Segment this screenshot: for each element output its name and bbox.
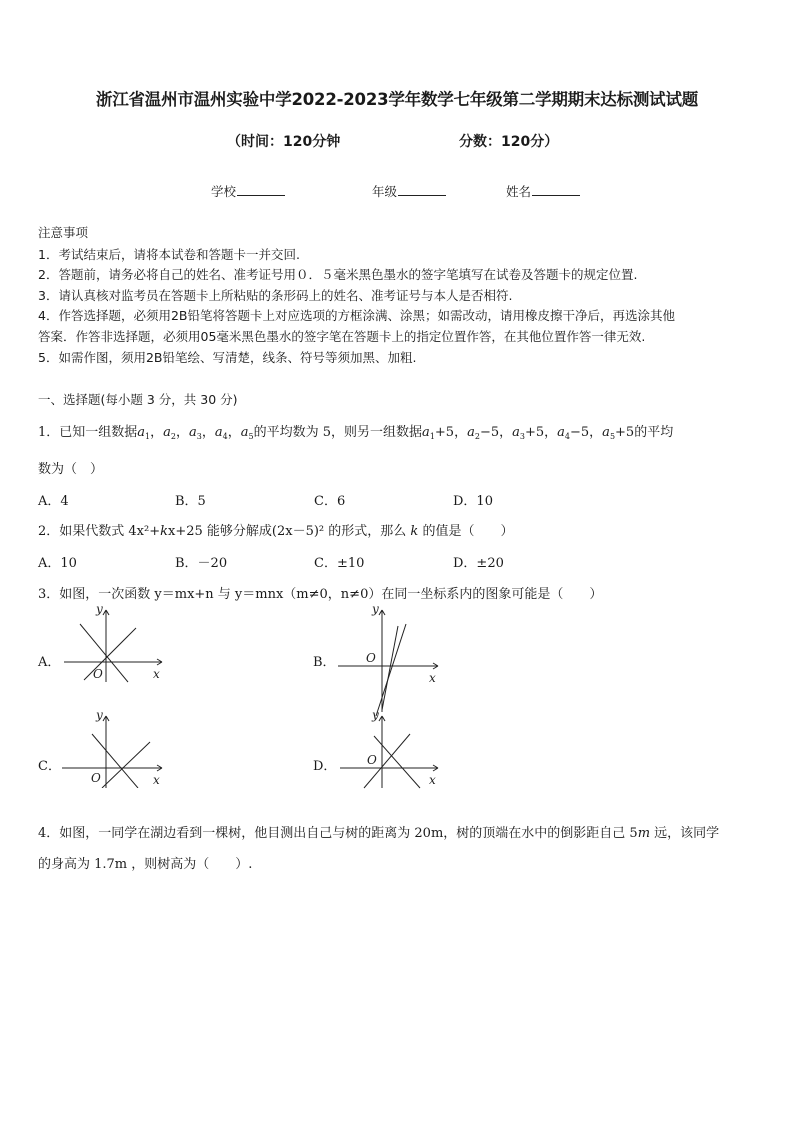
graph-d: [334, 708, 444, 790]
q2-mid: x+25 能够分解成(2x－5)² 的形式，那么: [168, 524, 407, 539]
graph-c: [58, 708, 168, 788]
name-field[interactable]: [506, 182, 580, 200]
school-blank[interactable]: [237, 183, 285, 196]
exam-title: 浙江省温州市温州实验中学2022-2023学年数学七年级第二学期期末达标测试试题: [95, 90, 699, 109]
grade-blank[interactable]: [398, 183, 446, 196]
q1-line2: 数为（ ）: [38, 462, 104, 477]
origin-label: O: [93, 667, 103, 681]
q4-line1-unit: m: [637, 826, 651, 841]
note-3: 3．请认真核对监考员在答题卡上所粘贴的条形码上的姓名、准考证号与本人是否相符.: [38, 288, 513, 303]
axis-x-label: x: [153, 667, 160, 681]
line-1: [376, 624, 406, 716]
axis-x-label: x: [153, 773, 160, 787]
q2-tail: 的值是（ ）: [422, 524, 514, 539]
q3-option-a[interactable]: A．: [38, 655, 61, 670]
axis-y-label: y: [372, 708, 379, 722]
origin-label: O: [367, 753, 377, 767]
grade-field[interactable]: [372, 182, 446, 200]
name-blank[interactable]: [532, 183, 580, 196]
question-4: [38, 822, 719, 841]
question-1: 1．已知一组数据$a_1$，$a_2$，$a_3$，$a_4$，$a_5$的平均数为 5，则另一组数据$a_1+5$，$a_2-5$，$a_3+5$，$a_4-5$，$a_5+5$的平均: [38, 425, 674, 441]
axis-x-label: x: [429, 773, 436, 787]
school-label: 学校: [211, 184, 237, 199]
graph-b: [332, 604, 442, 719]
note-5: 5．如需作图，须用2B铅笔绘、写清楚，线条、符号等须加黑、加粗.: [38, 350, 417, 365]
q1-option-a[interactable]: A．4: [38, 494, 69, 509]
q3-option-b[interactable]: B．: [313, 655, 336, 670]
q2-k1: k: [160, 524, 169, 539]
school-field[interactable]: [211, 182, 285, 200]
q2-option-c[interactable]: C．±10: [314, 556, 365, 571]
line-2: [102, 742, 150, 788]
q2-lead: 2．如果代数式 4x²+: [38, 524, 161, 539]
line-1: [80, 624, 128, 682]
q2-option-d[interactable]: D．±20: [453, 556, 504, 571]
q3-option-d[interactable]: D．: [313, 759, 337, 774]
exam-time: （时间：120分钟: [227, 134, 341, 150]
grade-label: 年级: [372, 184, 398, 199]
note-2: 2．答题前，请务必将自己的姓名、准考证号用０．５毫米黑色墨水的签字笔填写在试卷及答题卡的规定位置.: [38, 267, 638, 282]
axis-y-label: y: [96, 708, 103, 722]
graph-a: [58, 604, 168, 684]
line-2: [84, 628, 136, 680]
q1-option-b[interactable]: B．5: [175, 494, 206, 509]
q1-lead: 1．已知一组数据: [38, 425, 138, 440]
question-3: 3．如图，一次函数 y＝mx+n 与 y＝mnx（m≠0，n≠0）在同一坐标系内的图象可能是（ ）: [38, 587, 603, 602]
q4-line2: 的身高为 1.7m ，则树高为（ ）.: [38, 857, 253, 872]
origin-label: O: [366, 651, 376, 665]
q2-k2: k: [410, 524, 419, 539]
origin-label: O: [91, 771, 101, 785]
q4-line1-b: 远，该同学: [650, 826, 720, 841]
q1-mid: 的平均数为 5，则另一组数据: [253, 425, 423, 440]
note-1: 1．考试结束后，请将本试卷和答题卡一并交回.: [38, 247, 300, 262]
q1-option-d[interactable]: D．10: [453, 494, 493, 509]
section-heading: 一、选择题(每小题 3 分，共 30 分): [38, 392, 238, 407]
name-label: 姓名: [506, 184, 532, 199]
q3-option-c[interactable]: C．: [38, 759, 61, 774]
q2-option-b[interactable]: B．－20: [175, 556, 228, 571]
q4-line1-a: 4．如图，一同学在湖边看到一棵树，他目测出自己与树的距离为 20m，树的顶端在水中的倒影距自己 5: [38, 826, 638, 841]
q2-option-a[interactable]: A．10: [38, 556, 77, 571]
line-2: [382, 626, 398, 710]
exam-score: 分数：120分）: [459, 134, 559, 150]
q1-option-c[interactable]: C．6: [314, 494, 346, 509]
axis-x-label: x: [429, 671, 436, 685]
axis-y-label: y: [372, 604, 379, 616]
question-2: [38, 520, 513, 539]
notes-heading: 注意事项: [38, 225, 89, 240]
q1-tail: 的平均: [634, 425, 674, 440]
note-4a: 4．作答选择题，必须用2B铅笔将答题卡上对应选项的方框涂满、涂黑；如需改动，请用橡皮擦干净后，再选涂其他: [38, 308, 675, 323]
axis-y-label: y: [96, 604, 103, 616]
line-1: [374, 736, 420, 788]
note-4b: 答案．作答非选择题，必须用05毫米黑色墨水的签字笔在答题卡上的指定位置作答，在其他位置作答一律无效.: [38, 329, 646, 344]
